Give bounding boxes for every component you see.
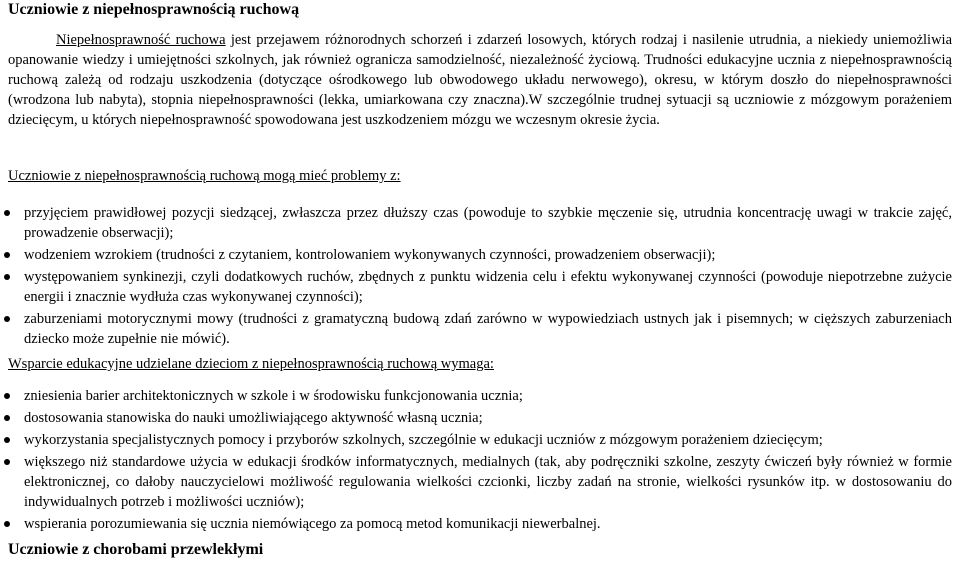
list-item (24, 408, 952, 428)
problems-list (24, 203, 952, 351)
bullet-icon (4, 521, 10, 527)
bullet-icon (4, 210, 10, 216)
bullet-icon (4, 415, 10, 421)
list-item (24, 430, 952, 450)
list-item (24, 514, 952, 534)
list-item (24, 386, 952, 406)
list-item-text: wodzeniem wzrokiem (trudności z czytaniem, kontrolowaniem wykonywanych czynności, prowadzeniem obserwacji); (24, 247, 716, 263)
bullet-icon (4, 274, 10, 280)
list-item-text: zaburzeniami motorycznymi mowy (trudności z gramatyczną budową zdań zarówno w wypowiedziach ustnych jak i pisemnych; w cięższych zaburzeniach dziecko może zupełnie nie mówić). (24, 311, 952, 347)
list-item (24, 309, 952, 349)
intro-paragraph (8, 30, 952, 130)
bullet-icon (4, 252, 10, 258)
list-item (24, 245, 952, 265)
bullet-icon (4, 459, 10, 465)
support-title: Wsparcie edukacyjne udzielane dzieciom z niepełnosprawnością ruchową wymaga: (8, 356, 494, 372)
list-item-text: występowaniem synkinezji, czyli dodatkowych ruchów, zbędnych z punktu widzenia celu i efektu wykonywanej czynności (powoduje niepotrzebne zużycie energii i znacznie wydłuża czas wykonywanej czynności); (24, 269, 952, 305)
list-item-text: wykorzystania specjalistycznych pomocy i przyborów szkolnych, szczególnie w edukacji uczniów z mózgowym porażeniem dziecięcym; (24, 432, 823, 448)
intro-text: jest przejawem różnorodnych schorzeń i zdarzeń losowych, których rodzaj i nasilenie utrudnia, a niekiedy uniemożliwia opanowanie wiedzy i umiejętności szkolnych, jak również ogranicza samodzielność, niezależność życiową. Trudności edukacyjne ucznia z niepełnosprawnością ruchową zależą od rodzaju uszkodzenia (dotyczące ośrodkowego lub obwodowego układu nerwowego), okresu, w którym doszło do niepełnosprawności (wrodzona lub nabyta), stopnia niepełnosprawności (lekka, umiarkowana czy znaczna).W szczególnie trudnej sytuacji są uczniowie z mózgowym porażeniem dziecięcym, u których niepełnosprawność spowodowana jest uszkodzeniem mózgu we wczesnym okresie życia. (8, 32, 953, 128)
support-list (24, 386, 952, 536)
intro-term: Niepełnosprawność ruchowa (56, 32, 226, 48)
bullet-icon (4, 316, 10, 322)
list-item-text: przyjęciem prawidłowej pozycji siedzącej, zwłaszcza przez dłuższy czas (powoduje to szybkie męczenie się, utrudnia koncentrację uwagi w trakcie zajęć, prowadzenie obserwacji); (24, 205, 952, 241)
list-item-text: większego niż standardowe użycia w edukacji środków informatycznych, medialnych (tak, aby podręczniki szkolne, zeszyty ćwiczeń były również w formie elektronicznej, co dałoby nauczycielowi możliwość regulowania wielkości czcionki, liczby zadań na stronie, wielkości rysunków itp. w dostosowaniu do indywidualnych potrzeb i możliwości uczniów); (24, 454, 952, 510)
list-item-text: zniesienia barier architektonicznych w szkole i w środowisku funkcjonowania ucznia; (24, 388, 523, 404)
list-item-text: wspierania porozumiewania się ucznia niemówiącego za pomocą metod komunikacji niewerbalnej. (24, 516, 601, 532)
section-heading-mobility: Uczniowie z niepełnosprawnością ruchową (8, 1, 300, 18)
list-item (24, 267, 952, 307)
list-item (24, 452, 952, 512)
list-item-text: dostosowania stanowiska do nauki umożliwiającego aktywność własną ucznia; (24, 410, 483, 426)
problems-title: Uczniowie z niepełnosprawnością ruchową mogą mieć problemy z: (8, 168, 401, 184)
bullet-icon (4, 437, 10, 443)
bullet-icon (4, 393, 10, 399)
section-heading-chronic: Uczniowie z chorobami przewlekłymi (8, 541, 264, 558)
list-item (24, 203, 952, 243)
